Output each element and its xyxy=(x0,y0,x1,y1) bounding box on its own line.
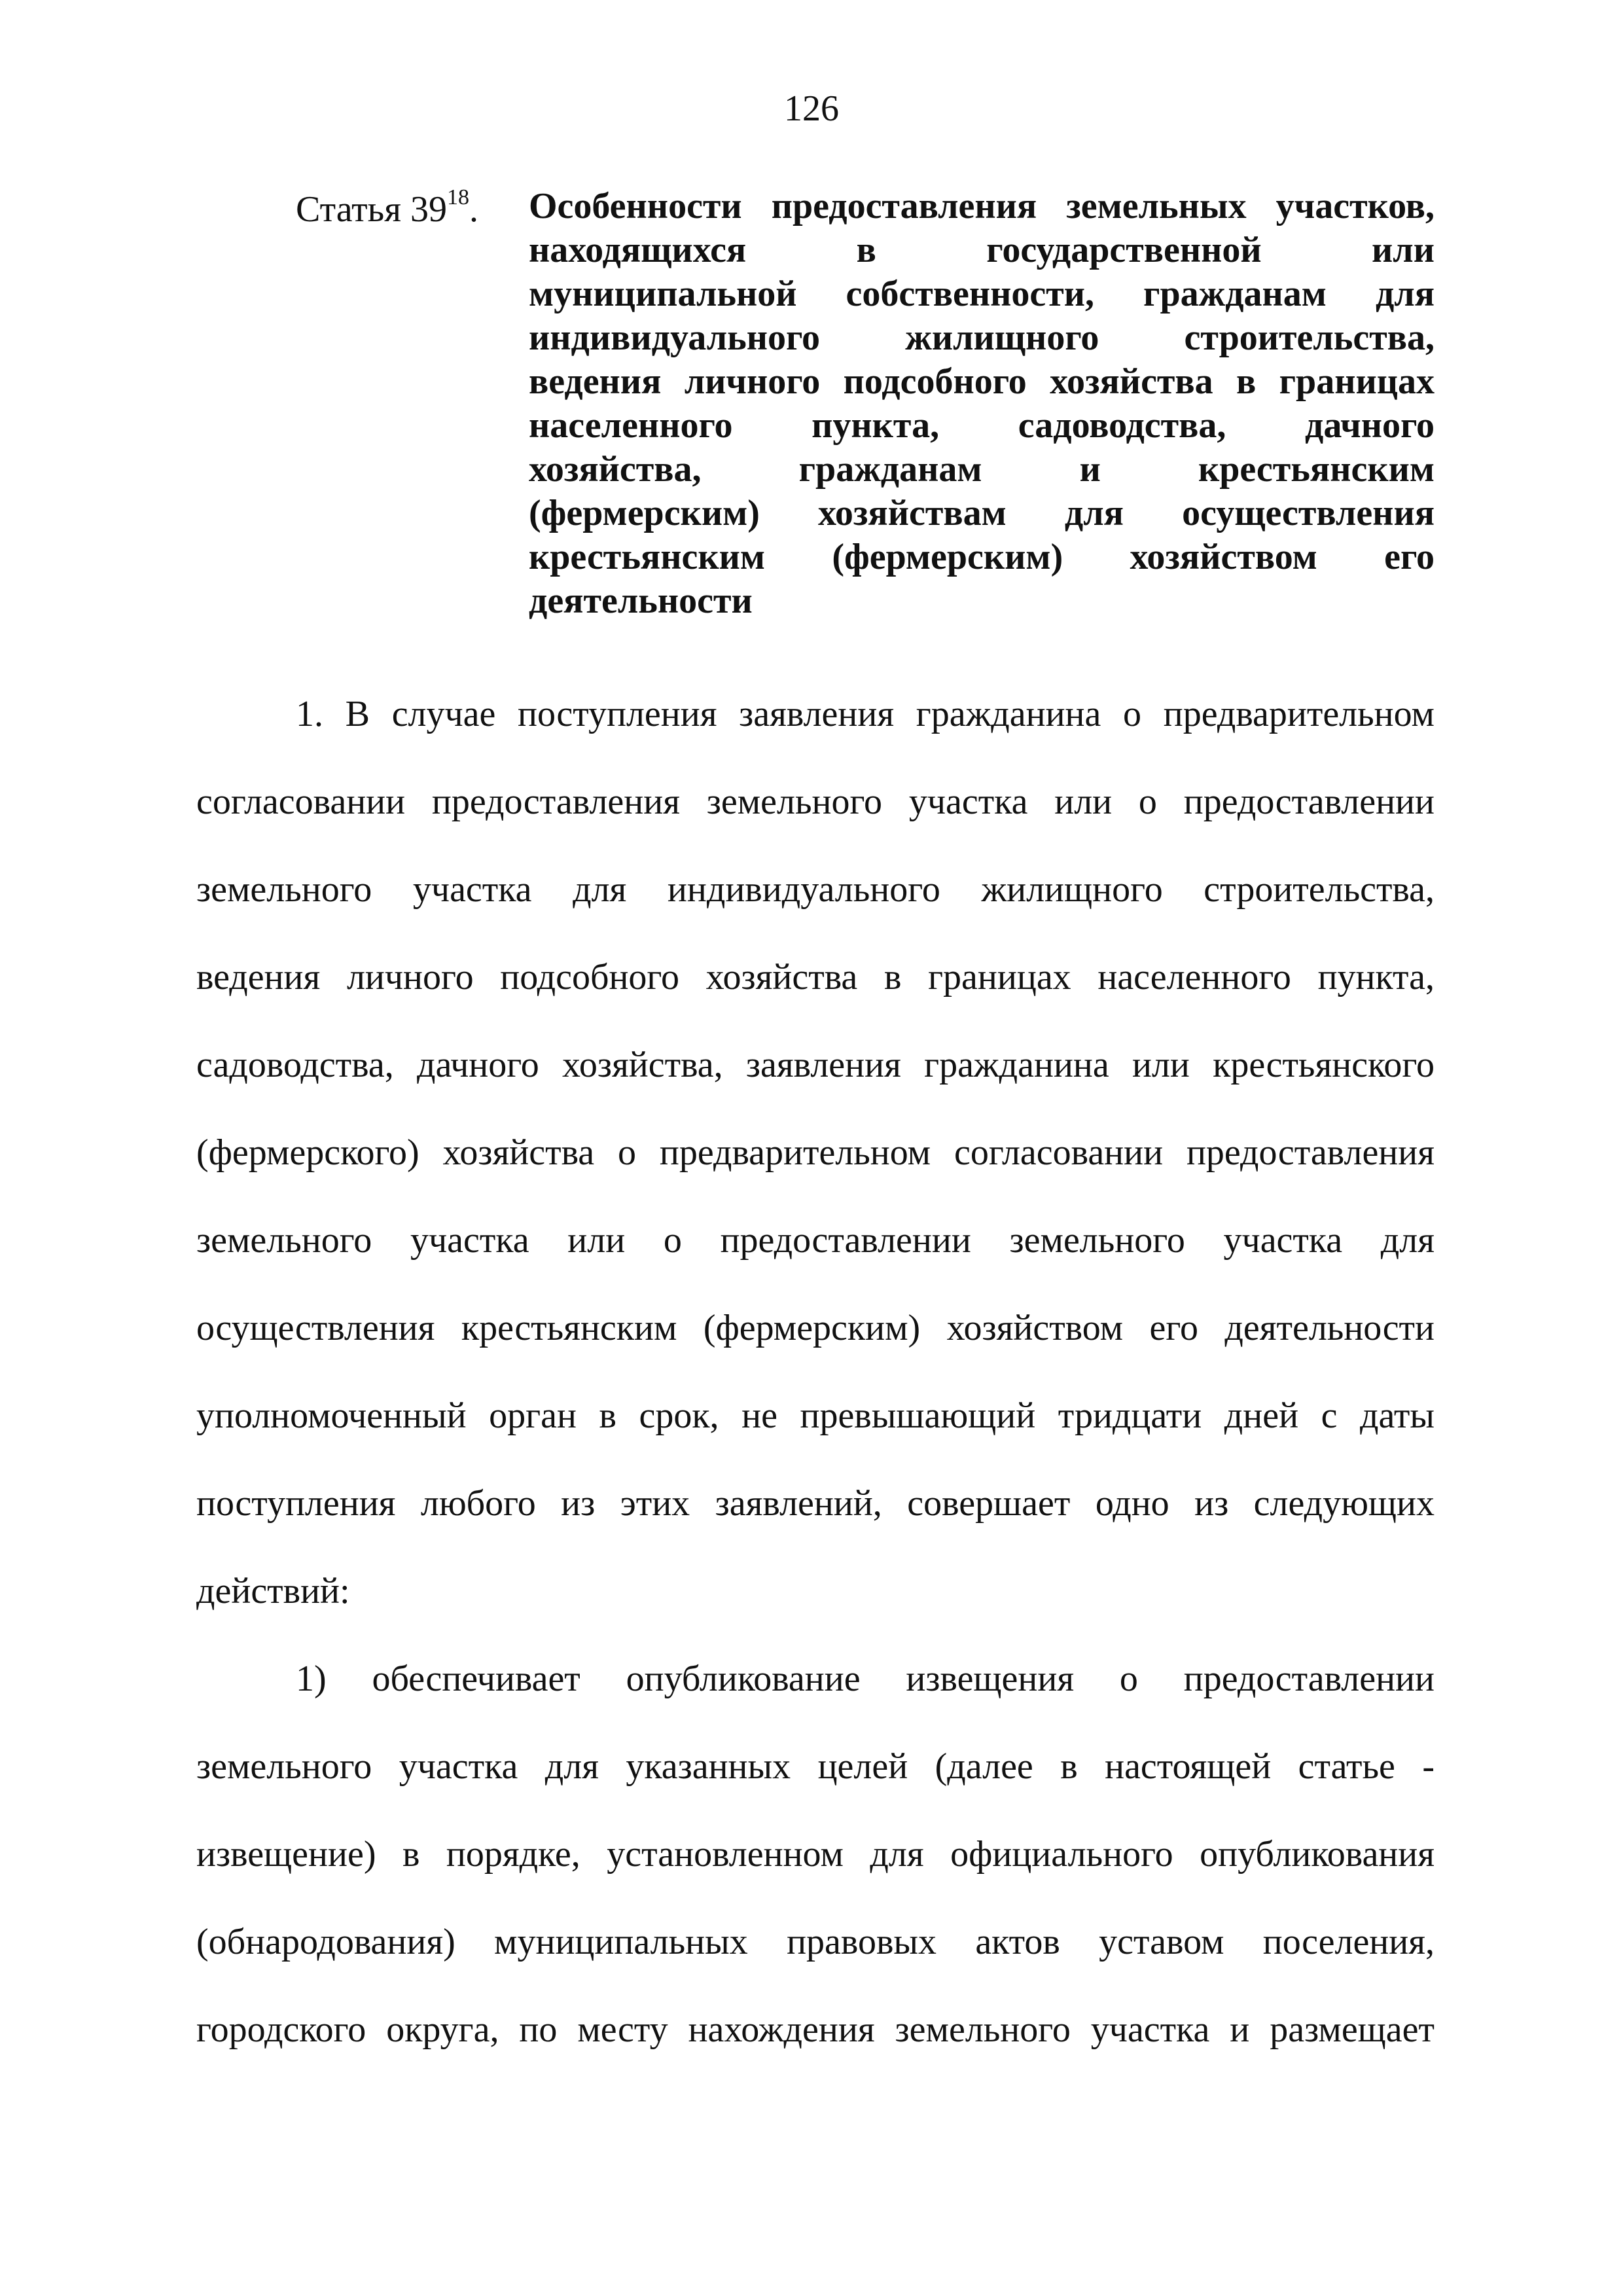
paragraph-line: действий: xyxy=(196,1571,350,1611)
article-title xyxy=(529,185,1435,623)
paragraph-line: поступления любого из этих заявлений, совершает одно из следующих xyxy=(196,1483,1435,1524)
article-title-line: муниципальной собственности, гражданам для xyxy=(529,274,1435,314)
paragraph-line: земельного участка для индивидуального жилищного строительства, xyxy=(196,869,1435,910)
article-label-superscript: 18 xyxy=(446,185,469,209)
page-number: 126 xyxy=(784,88,839,129)
paragraph-line: (обнародования) муниципальных правовых актов уставом поселения, xyxy=(196,1922,1435,1962)
article-title-line: находящихся в государственной или xyxy=(529,230,1435,270)
article-title-line: деятельности xyxy=(529,581,753,621)
article-label-suffix: . xyxy=(469,189,478,230)
paragraph-line: 1. В случае поступления заявления гражданина о предварительном xyxy=(296,694,1435,734)
paragraph-line: городского округа, по месту нахождения земельного участка и размещает xyxy=(196,2009,1435,2050)
article-title-line: хозяйства, гражданам и крестьянским xyxy=(529,449,1435,490)
article-title-line: Особенности предоставления земельных участков, xyxy=(529,186,1435,226)
paragraph-line: согласовании предоставления земельного участка или о предоставлении xyxy=(196,781,1435,822)
paragraph-line: земельного участка для указанных целей (далее в настоящей статье - xyxy=(196,1746,1435,1787)
paragraph-line: осуществления крестьянским (фермерским) хозяйством его деятельности xyxy=(196,1308,1435,1348)
article-title-line: (фермерским) хозяйствам для осуществления xyxy=(529,493,1435,533)
paragraph-line: ведения личного подсобного хозяйства в границах населенного пункта, xyxy=(196,957,1435,997)
article-title-line: индивидуального жилищного строительства, xyxy=(529,317,1435,358)
paragraph-line: 1) обеспечивает опубликование извещения о предоставлении xyxy=(296,1659,1435,1699)
paragraph-line: уполномоченный орган в срок, не превышающий тридцати дней с даты xyxy=(196,1395,1435,1436)
article-title-line: ведения личного подсобного хозяйства в границах xyxy=(529,361,1435,402)
paragraph-line: садоводства, дачного хозяйства, заявления гражданина или крестьянского xyxy=(196,1045,1435,1085)
paragraph-line: (фермерского) хозяйства о предварительном согласовании предоставления xyxy=(196,1132,1435,1173)
article-title-line: населенного пункта, садоводства, дачного xyxy=(529,405,1435,446)
body-text xyxy=(196,670,1435,2073)
paragraph-line: земельного участка или о предоставлении земельного участка для xyxy=(196,1220,1435,1261)
paragraph-line: извещение) в порядке, установленном для официального опубликования xyxy=(196,1834,1435,1874)
article-label-text: Статья 39 xyxy=(296,189,447,230)
article-label xyxy=(296,185,478,230)
article-title-line: крестьянским (фермерским) хозяйством его xyxy=(529,537,1435,577)
